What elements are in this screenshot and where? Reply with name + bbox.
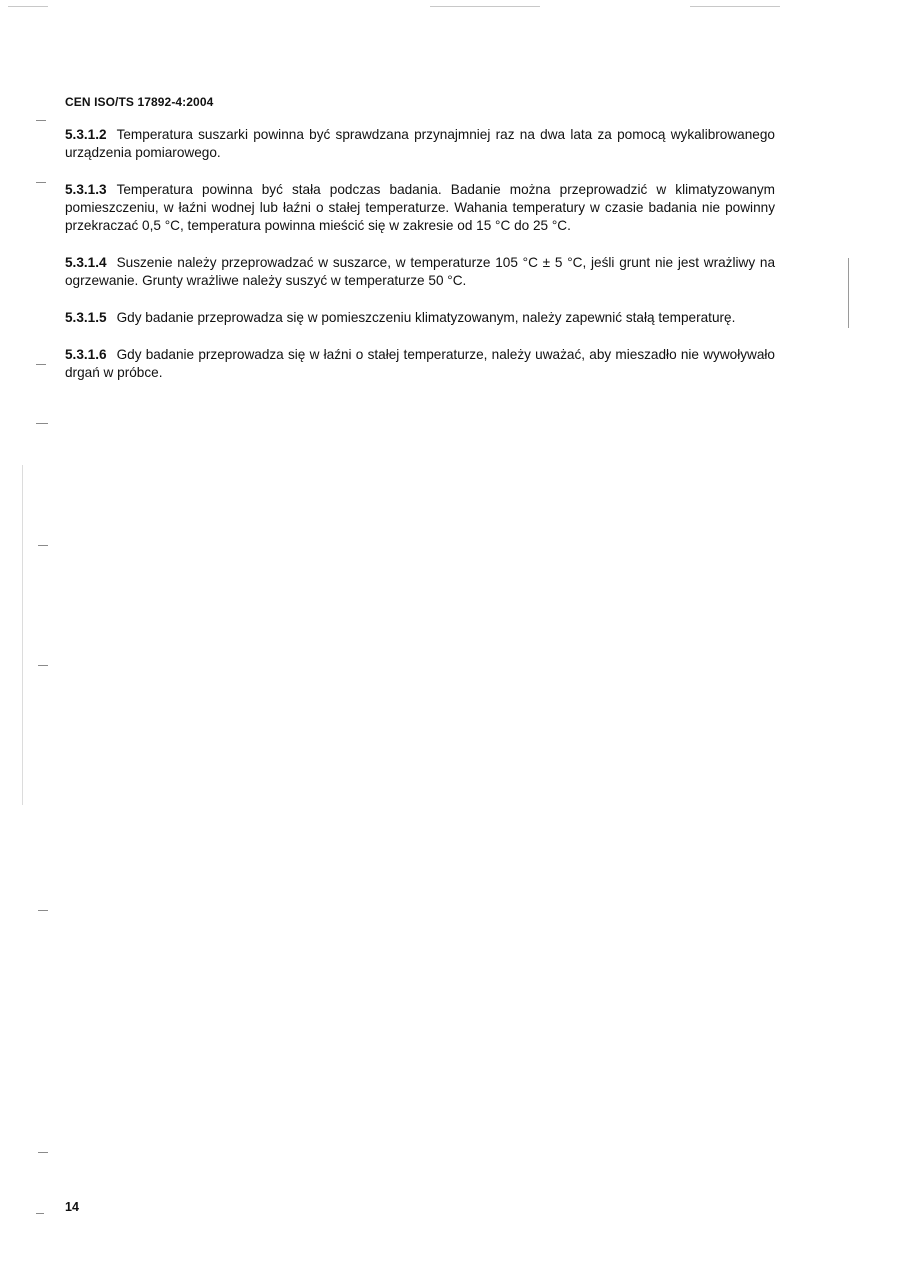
scan-mark	[36, 182, 46, 183]
scan-mark	[38, 1152, 48, 1153]
clause-number: 5.3.1.5	[65, 310, 107, 325]
clause-5-3-1-6	[65, 346, 775, 382]
clause-number: 5.3.1.4	[65, 255, 107, 270]
clause-text: Temperatura powinna być stała podczas badania. Badanie można przeprowadzić w klimatyzowanym pomieszczeniu, w łaźni wodnej lub łaźni o stałej temperaturze. Wahania temperatury w czasie badania nie powinny przekraczać 0,5 °C, temperatura powinna mieścić się w zakresie od 15 °C do 25 °C.	[65, 182, 775, 233]
scan-mark	[36, 423, 48, 424]
scan-edge	[22, 465, 23, 805]
scan-mark	[36, 364, 46, 365]
clause-5-3-1-4	[65, 254, 775, 290]
scan-mark	[38, 665, 48, 666]
scan-mark	[36, 120, 46, 121]
clause-text: Suszenie należy przeprowadzać w suszarce, w temperaturze 105 °C ± 5 °C, jeśli grunt nie jest wrażliwy na ogrzewanie. Grunty wrażliwe należy suszyć w temperaturze 50 °C.	[65, 255, 775, 288]
scan-mark	[36, 1213, 44, 1214]
clause-5-3-1-5	[65, 309, 775, 327]
scan-edge	[848, 258, 849, 328]
clause-number: 5.3.1.2	[65, 127, 107, 142]
scan-mark	[8, 6, 48, 7]
scan-mark	[430, 6, 540, 7]
clause-number: 5.3.1.3	[65, 182, 107, 197]
page-number: 14	[65, 1200, 79, 1214]
document-body	[65, 126, 775, 401]
clause-text: Temperatura suszarki powinna być sprawdzana przynajmniej raz na dwa lata za pomocą wykalibrowanego urządzenia pomiarowego.	[65, 127, 775, 160]
clause-5-3-1-2	[65, 126, 775, 162]
scan-mark	[38, 910, 48, 911]
clause-number: 5.3.1.6	[65, 347, 107, 362]
standard-header: CEN ISO/TS 17892-4:2004	[65, 95, 214, 109]
scan-mark	[690, 6, 780, 7]
clause-text: Gdy badanie przeprowadza się w łaźni o stałej temperaturze, należy uważać, aby mieszadło nie wywoływało drgań w próbce.	[65, 347, 775, 380]
clause-text: Gdy badanie przeprowadza się w pomieszczeniu klimatyzowanym, należy zapewnić stałą temperaturę.	[116, 310, 736, 325]
clause-5-3-1-3	[65, 181, 775, 235]
scan-mark	[38, 545, 48, 546]
